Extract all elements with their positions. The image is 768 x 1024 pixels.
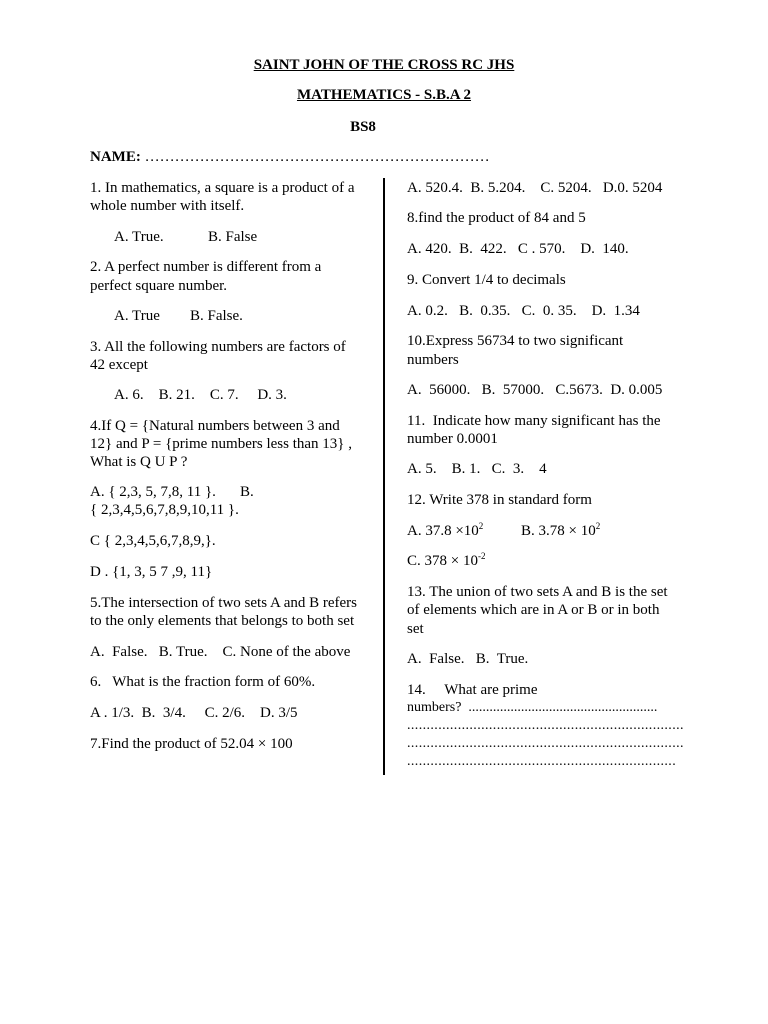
q12-option-a-exponent: 2	[478, 521, 484, 531]
q4-line3: What is Q U P ?	[90, 454, 188, 470]
q13-line1: 13. The union of two sets A and B is the set	[407, 584, 668, 600]
q10-line1: 10.Express 56734 to two significant	[407, 333, 624, 349]
q10-line2: numbers	[407, 352, 459, 368]
q13-line2: of elements which are in A or B or in both	[407, 602, 660, 618]
school-name: SAINT JOHN OF THE CROSS RC JHS	[253, 57, 515, 73]
q5-options: A. False. B. True. C. None of the above	[90, 644, 351, 660]
q2-option-a: A. True	[114, 308, 160, 324]
class-label: BS8	[350, 119, 376, 135]
q14-answer-line3[interactable]: .......................................................................	[407, 736, 684, 751]
subject-title: MATHEMATICS - S.B.A 2	[296, 87, 472, 103]
q2-line2: perfect square number.	[90, 278, 228, 294]
name-label: NAME:	[90, 149, 141, 165]
q6-line1: 6. What is the fraction form of 60%.	[90, 674, 316, 690]
q10-options: A. 56000. B. 57000. C.5673. D. 0.005	[407, 382, 663, 398]
q6-options: A . 1/3. B. 3/4. C. 2/6. D. 3/5	[90, 705, 298, 721]
q8-line1: 8.find the product of 84 and 5	[407, 210, 586, 226]
q1-option-a: A. True.	[114, 229, 164, 245]
column-divider	[383, 178, 385, 775]
q9-line1: 9. Convert 1/4 to decimals	[407, 272, 566, 288]
q12-option-b-base: B. 3.78 × 10	[521, 523, 596, 539]
q12-option-b	[521, 522, 600, 540]
q12-option-c	[407, 552, 485, 570]
q14-line1: 14. What are prime	[407, 682, 538, 698]
q7-line1: 7.Find the product of 52.04 × 100	[90, 736, 293, 752]
q4-option-c: C { 2,3,4,5,6,7,8,9,}.	[90, 533, 216, 549]
q12-option-c-exponent: -2	[477, 551, 486, 561]
q13-line3: set	[407, 621, 424, 637]
q12-option-b-exponent: 2	[595, 521, 601, 531]
q4-option-b: { 2,3,4,5,6,7,8,9,10,11 }.	[90, 502, 239, 518]
q13-options: A. False. B. True.	[407, 651, 529, 667]
q12-option-a-base: A. 37.8 ×10	[407, 523, 479, 539]
q3-options: A. 6. B. 21. C. 7. D. 3.	[114, 387, 287, 403]
q4-option-a: A. { 2,3, 5, 7,8, 11 }.	[90, 484, 216, 500]
q4-option-b-label: B.	[240, 484, 254, 500]
q4-line1: 4.If Q = {Natural numbers between 3 and	[90, 418, 340, 434]
q4-line2: 12} and P = {prime numbers less than 13} ,	[90, 436, 352, 452]
q3-line2: 42 except	[90, 357, 148, 373]
q14-answer-line1[interactable]: numbers? ......................................................	[407, 700, 658, 715]
name-dots: ……………………………………………………………	[144, 149, 490, 165]
q11-options: A. 5. B. 1. C. 3. 4	[407, 461, 547, 477]
q12-line1: 12. Write 378 in standard form	[407, 492, 592, 508]
q2-option-b: B. False.	[190, 308, 243, 324]
q7-options: A. 520.4. B. 5.204. C. 5204. D.0. 5204	[407, 180, 663, 196]
q1-option-b: B. False	[208, 229, 258, 245]
q1-line2: whole number with itself.	[90, 198, 245, 214]
q1-line1: 1. In mathematics, a square is a product of a	[90, 180, 355, 196]
q9-options: A. 0.2. B. 0.35. C. 0. 35. D. 1.34	[407, 303, 640, 319]
q5-line2: to the only elements that belongs to both set	[90, 613, 355, 629]
q2-line1: 2. A perfect number is different from a	[90, 259, 322, 275]
q11-line1: 11. Indicate how many significant has the	[407, 413, 661, 429]
q3-line1: 3. All the following numbers are factors of	[90, 339, 346, 355]
q14-answer-line2[interactable]: .......................................................................	[407, 718, 684, 733]
name-field	[90, 148, 490, 166]
q4-option-d: D . {1, 3, 5 7 ,9, 11}	[90, 564, 213, 580]
q11-line2: number 0.0001	[407, 431, 498, 447]
q8-options: A. 420. B. 422. C . 570. D. 140.	[407, 241, 629, 257]
q12-option-c-base: C. 378 × 10	[407, 553, 478, 569]
q5-line1: 5.The intersection of two sets A and B refers	[90, 595, 358, 611]
q14-answer-line4[interactable]: .....................................................................	[407, 754, 677, 769]
q12-option-a	[407, 522, 483, 540]
